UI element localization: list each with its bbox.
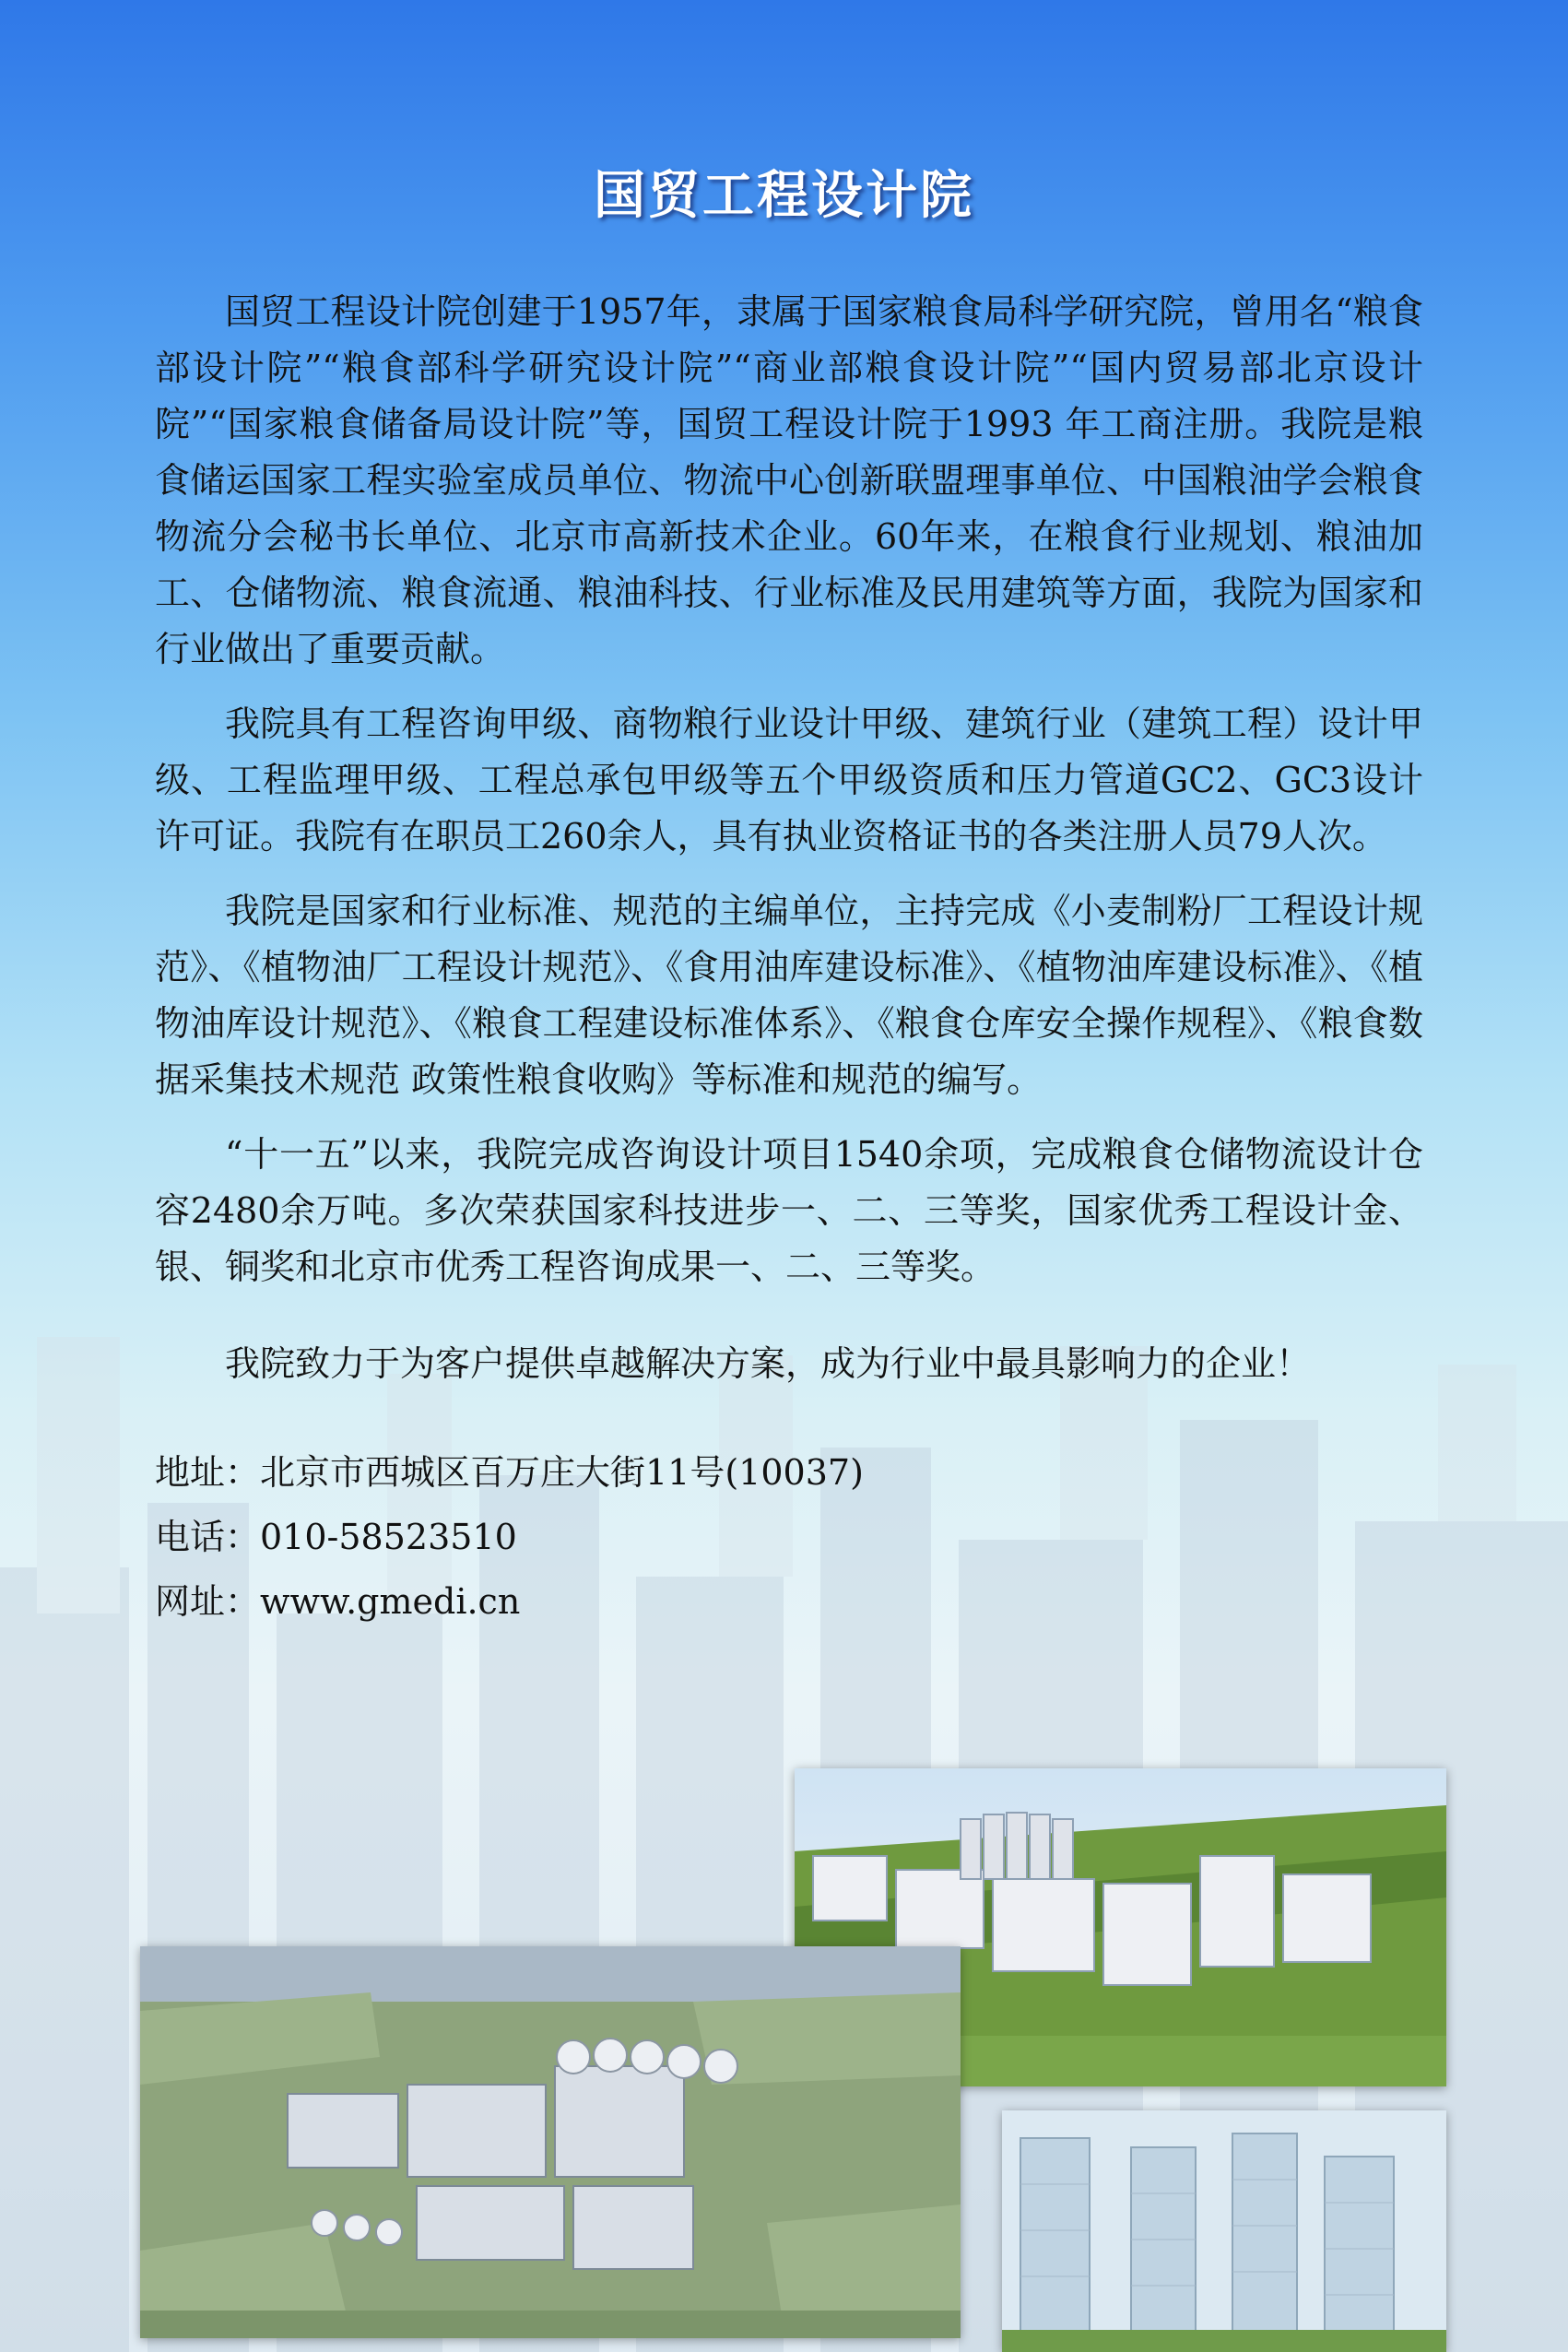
paragraph-qualifications: 我院具有工程咨询甲级、商物粮行业设计甲级、建筑行业（建筑工程）设计甲级、工程监理甲级、工程总承包甲级等五个甲级资质和压力管道GC2、GC3设计许可证。我院有在职员工260余人，具有执业资格证书的各类注册人员79人次。 — [155, 703, 1423, 857]
paragraph-standards: 我院是国家和行业标准、规范的主编单位，主持完成《小麦制粉厂工程设计规范》、《植物油厂工程设计规范》、《食用油库建设标准》、《植物油库建设标准》、《植物油库设计规范》、《粮食工程建设标准体系》、《粮食仓库安全操作规程》、《粮食数据采集技术规范 政策性粮食收购》等标准和规范的编写。 — [155, 891, 1423, 1100]
page-title: 国贸工程设计院 — [594, 166, 974, 226]
contact-address: 地址：北京市西城区百万庄大街11号(10037) — [155, 1452, 864, 1493]
contact-phone: 电话：010-58523510 — [155, 1517, 517, 1557]
intro-text-block — [155, 284, 1423, 1634]
aerial-plant-photo — [140, 1946, 961, 2338]
paragraph-history: 国贸工程设计院创建于1957年，隶属于国家粮食局科学研究院，曾用名“粮食部设计院”“粮食部科学研究设计院”“商业部粮食设计院”“国内贸易部北京设计院”“国家粮食储备局设计院”等，国贸工程设计院于1993 年工商注册。我院是粮食储运国家工程实验室成员单位、物流中心创新联盟理事单位、中国粮油学会粮食物流分会秘书长单位、北京市高新技术企业。60年来，在粮食行业规划、粮油加工、仓储物流、粮食流通、粮油科技、行业标准及民用建筑等方面，我院为国家和行业做出了重要贡献。 — [155, 291, 1423, 669]
paragraph-achievements: “十一五”以来，我院完成咨询设计项目1540余项，完成粮食仓储物流设计仓容2480余万吨。多次荣获国家科技进步一、二、三等奖，国家优秀工程设计金、银、铜奖和北京市优秀工程咨询成果一、二、三等奖。 — [155, 1134, 1423, 1287]
contact-website[interactable]: 网址：www.gmedi.cn — [155, 1581, 521, 1622]
closing-slogan: 我院致力于为客户提供卓越解决方案，成为行业中最具影响力的企业！ — [225, 1343, 1312, 1384]
contact-info — [155, 1440, 1423, 1634]
office-towers-photo — [1002, 2110, 1446, 2352]
